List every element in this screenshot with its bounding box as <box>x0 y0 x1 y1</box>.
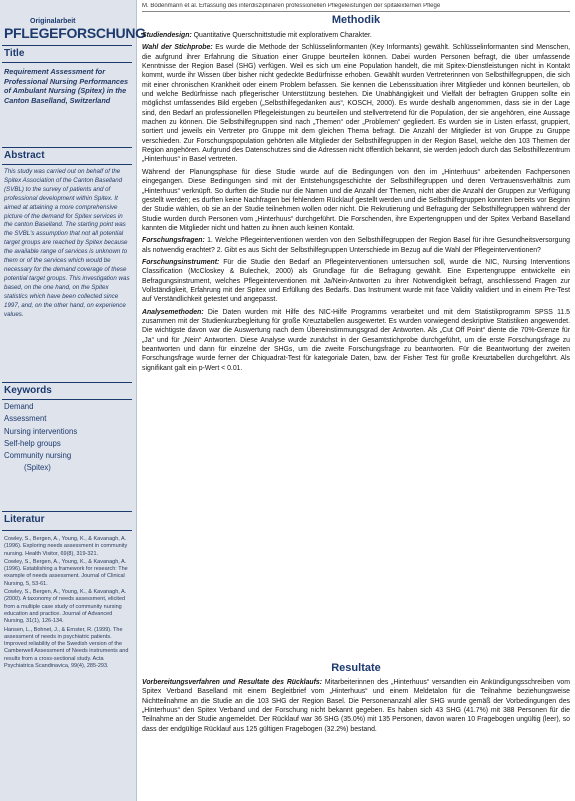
divider <box>2 511 132 512</box>
divider <box>2 147 132 148</box>
keywords-heading: Keywords <box>4 385 52 396</box>
keyword: Assessment <box>4 414 47 424</box>
reference-item: Cowley, S., Bergen, A., Young, K., & Kavanagh, A. (1996). Establishing a framework for research: The example of needs assessment. Journal of Clinical Nursing, 5, 53-61. <box>4 558 128 587</box>
reference-item: Hansen, L., Bohnet, J., & Ernster, R. (1999). The assessment of needs in psychiatric patients. Improved reliability of the Swedish version of the Camberwell Assessment of Needs instruments and results from a cross-sectional study. Acta Psychiatrica Scandinavica, 99(4), 285-293. <box>4 626 129 670</box>
methodik-paragraph: Forschungsfragen: 1. Welche Pflegeinterventionen werden von den Selbsthilfegruppen der Region Basel für ihre Gesundheitsversorgung als notwendig erachtet? 2. Gibt es aus Sicht der Selbsthilfegruppen Unterschiede im Bezug auf die Wahl der Pflegeinterventionen? <box>142 237 570 254</box>
sidebar <box>0 0 146 801</box>
methodik-paragraph: Forschungsinstrument: Für die Studie den Bedarf an Pflegeinterventionen untersuchen soll, wurde die NIC, Nursing Interventions Classification (McCloskey & Bulechek, 2000) als Grundlage für die Befragung gewählt. Eine Expertengruppe entwickelte ein Befragungsinstrument, welches Pflegeinterventionen mit Ja/Nein-Antworten zu ihrer Notwendigkeit befragt, anschliessend Fragen zur Vollständigkeit, Erfahrung mit der Spitex und Erfüllung des Bedarfs. Das Instrument wurde mit face Validity validiert und in einem Pre-Test auf Verständlichkeit getestet und angepasst. <box>142 258 570 304</box>
resultate-body <box>142 678 570 737</box>
keyword: (Spitex) <box>24 463 51 473</box>
methodik-paragraph: Analysemethoden: Die Daten wurden mit Hilfe des NIC-Hilfe Programms verarbeitet und mit dem Statistikprogramm SPSS 11.5 zusammen mit der Studienkurzbegleitung für große Kreuztabellen ausgewertet. Es wurden vorwiegend deskriptive Statistiken angewendet. Die wichtigste davon war die Auswertung nach dem Übereinstimmungsgrad der Antworten. Als „Cut Off Point“ diente die 70%-Grenze für „Ja“ und für „Nein“ Antworten. Diese Analyse wurde zunächst in der Gesamtstichprobe durchgeführt, um die erste Forschungsfrage zu beantworten und dann für einzelne der SHGs, um die zweite Forschungsfrage zu beantworten. Für die Beantwortung der zweiten Forschungsfrage wurde ferner der Chiquadrat-Test für kategoriale Daten, bzw. der Fisher Test für große Kreuztabellen durchgeführt. Als signifikant galt ein p-Wert < 0.01. <box>142 308 570 372</box>
divider <box>2 382 132 383</box>
keyword: Self-help groups <box>4 438 61 448</box>
abstract-text: This study was carried out on behalf of the Spitex Association of the Canton Baselland (SVBL) to the survey of patients and of professional development within Spitex. It aimed at attaining a more comprehensive picture of the demand for Spitex services in the canton Baselland. The starting point was the SVBL's assumption that not all potential target groups are reached by Spitex because the available range of services is unknown to them or of the services which would be necessary for the demand coverage of these potential target groups. This investigation was based, on the one hand, on the Spitex statistics which have been collected since 1997, and, on the other hand, on experience values. <box>4 168 130 318</box>
resultate-paragraph: Vorbereitungsverfahren und Resultate des Rücklaufs: Mitarbeiterinnen des „Hinterhuus“ versandten ein Ankündigungsschreiben vom Spitex Verband Baselland mit einem Begleitbrief vom „Hinterhuus“ und einem Meldetalon für die Teilnahme beziehungsweise Nichtteilnahme an die Studie an die 103 SHG der Region Basel. Die Personenanzahl aller SHG wurde gemäß der Vorbedingungen des „Hinterhuus“ den Spitex Verband und der Forschung nicht bekannt gegeben. Es haben sich 43 SHG (41.7%) mit 388 Personen für die Teilnahme an der Studie angemeldet. Der Rücklauf war 36 SHG (35.0%) mit 135 Personen, davon waren 10 Fragebogen ungültig (leer), so dass der endgültige Rücklauf aus 125 gültigen Fragebogen (32.2%) bestand. <box>142 679 571 733</box>
keyword-list <box>4 401 77 475</box>
divider <box>2 530 132 531</box>
divider <box>2 399 132 400</box>
keyword: Community nursing <box>4 451 72 461</box>
methodik-paragraph: Während der Planungsphase für diese Studie wurde auf die Bedingungen von den im „Hinterhuus“ arbeitenden Fachpersonen eingegangen. Diese Bedingungen sind mit der Entstehungsgeschichte der Selbsthilfegruppen und deren Vertrauensverhältnis zum „Hinterhuus“ verknüpft. So durften die Studie nur die Namen und die Anzahl der Themen, nicht aber die Anzahl der Gruppen zur Verfügung gestellt werden; es durften keine Nachfragen bei fehlendem Rücklauf gestellt werden und die Selbsthilfegruppen konnten bereits vor Beginn der Studie wählen, ob sie an der Studie teilnehmen wollen oder nicht. Die Rekrutierung und Befragung der Selbsthilfegruppen während der Studie wurden durch Personen vom „Hinterhuus“ durchgeführt. Die Forschenden, ihre Expertengruppen und der Spitex Verband Baselland kannten die Mitglieder nicht und hatten zu ihnen auch keinen Kontakt. <box>142 168 570 232</box>
divider <box>2 45 132 46</box>
methodik-body <box>142 31 570 376</box>
running-head: M. Bodenmann et al. Erfassung des interdisziplinären professionellen Pflegeleistungen der spitalexternen Pflege <box>142 3 570 12</box>
abstract-heading: Abstract <box>4 150 45 161</box>
title-heading: Title <box>4 48 25 59</box>
reference-item: Cowley, S., Bergen, A., Young, K., & Kavanagh, A. (2000). A taxonomy of needs assessment, elicited from a multiple case study of community nursing education and practice. Journal of Advanced Nursing, 31(1), 126-134. <box>4 589 127 625</box>
english-title: Requirement Assessment for Professional Nursing Performances of Ambulant Nursing (Spitex) in the Canton Baselland, Switzerland <box>4 67 129 106</box>
keyword: Demand <box>4 402 34 411</box>
methodik-paragraph: Wahl der Stichprobe: Es wurde die Methode der Schlüsselinformanten (Key Informants) gewählt. Schlüsselinformanten sind Menschen, die aufgrund ihrer Erfahrung die Situation einer Gruppe beurteilen können. Dabei wurden Personen befragt, die über umfassende Kenntnisse der Region Basel (SHG) verfügen. Weil es sich um eine Population handelt, die mit Spitex-Dienstleistungen nicht in Kontakt kommt, wurde ihr Wissen über bisher nicht gedeckte Bedürfnisse erhoben. Gewählt wurden Vertreterinnen von Selbsthilfegruppen, die sich mit einer chronischen Krankheit oder einem Problem befassen. Sie kennen die Lebenssituation ihrer Mitglieder und können beurteilen, ob und welche Bedürfnisse nach pflegerischer Unterstützung bestehen. Die Unabhängigkeit und Vielfalt der befragten Gruppen sollte ein möglichst umfassendes Bild ergeben („Selbsthilfegedanken aus“, KOSCH, 2000). Es wurde deshalb angenommen, dass sie in der Lage sind, den Bedarf an professionellen Pflegeleistungen zu beurteilen und stellvertretend für die Population, der sie angehören, eine Aussage machen zu können. Die Selbsthilfegruppen sind nach „Themen“ oder „Problemen“ gegliedert. Es wurden sie in Listen erfasst, gruppiert, sortiert und jeweils ein Vertreter pro Gruppe mit dem gleichen Thema befragt. Die Anzahl der Mitglieder ist von Gruppe zu Gruppe verschieden. Zur Forschungspopulation gehörten alle Mitglieder der Selbsthilfegruppen in der Region Basel, welche den 103 Themen der Region angehören. Aufgrund des Datenschutzes sind die Adressen nicht öffentlich bekannt, sie werden jedoch durch das Selbsthilfezentrum „Hinterhuus“ in Basel vertreten. <box>142 44 570 164</box>
journal-badge: Originalarbeit <box>30 18 76 25</box>
divider <box>2 62 132 63</box>
methodik-heading: Methodik <box>331 14 381 26</box>
divider <box>2 164 132 165</box>
resultate-heading: Resultate <box>331 662 381 674</box>
journal-name: PFLEGEFORSCHUNG <box>4 25 146 41</box>
reference-list <box>4 536 132 671</box>
keyword: Nursing interventions <box>4 426 78 436</box>
methodik-paragraph: Studiendesign: Quantitative Querschnittstudie mit explorativem Charakter. <box>142 32 372 39</box>
reference-item: Cowley, S., Bergen, A., Young, K., & Kavanagh, A. (1996). Exploring needs assessment in community nursing. Health Visitor, 69(8), 319-321. <box>4 536 128 557</box>
literature-heading: Literatur <box>4 514 45 525</box>
